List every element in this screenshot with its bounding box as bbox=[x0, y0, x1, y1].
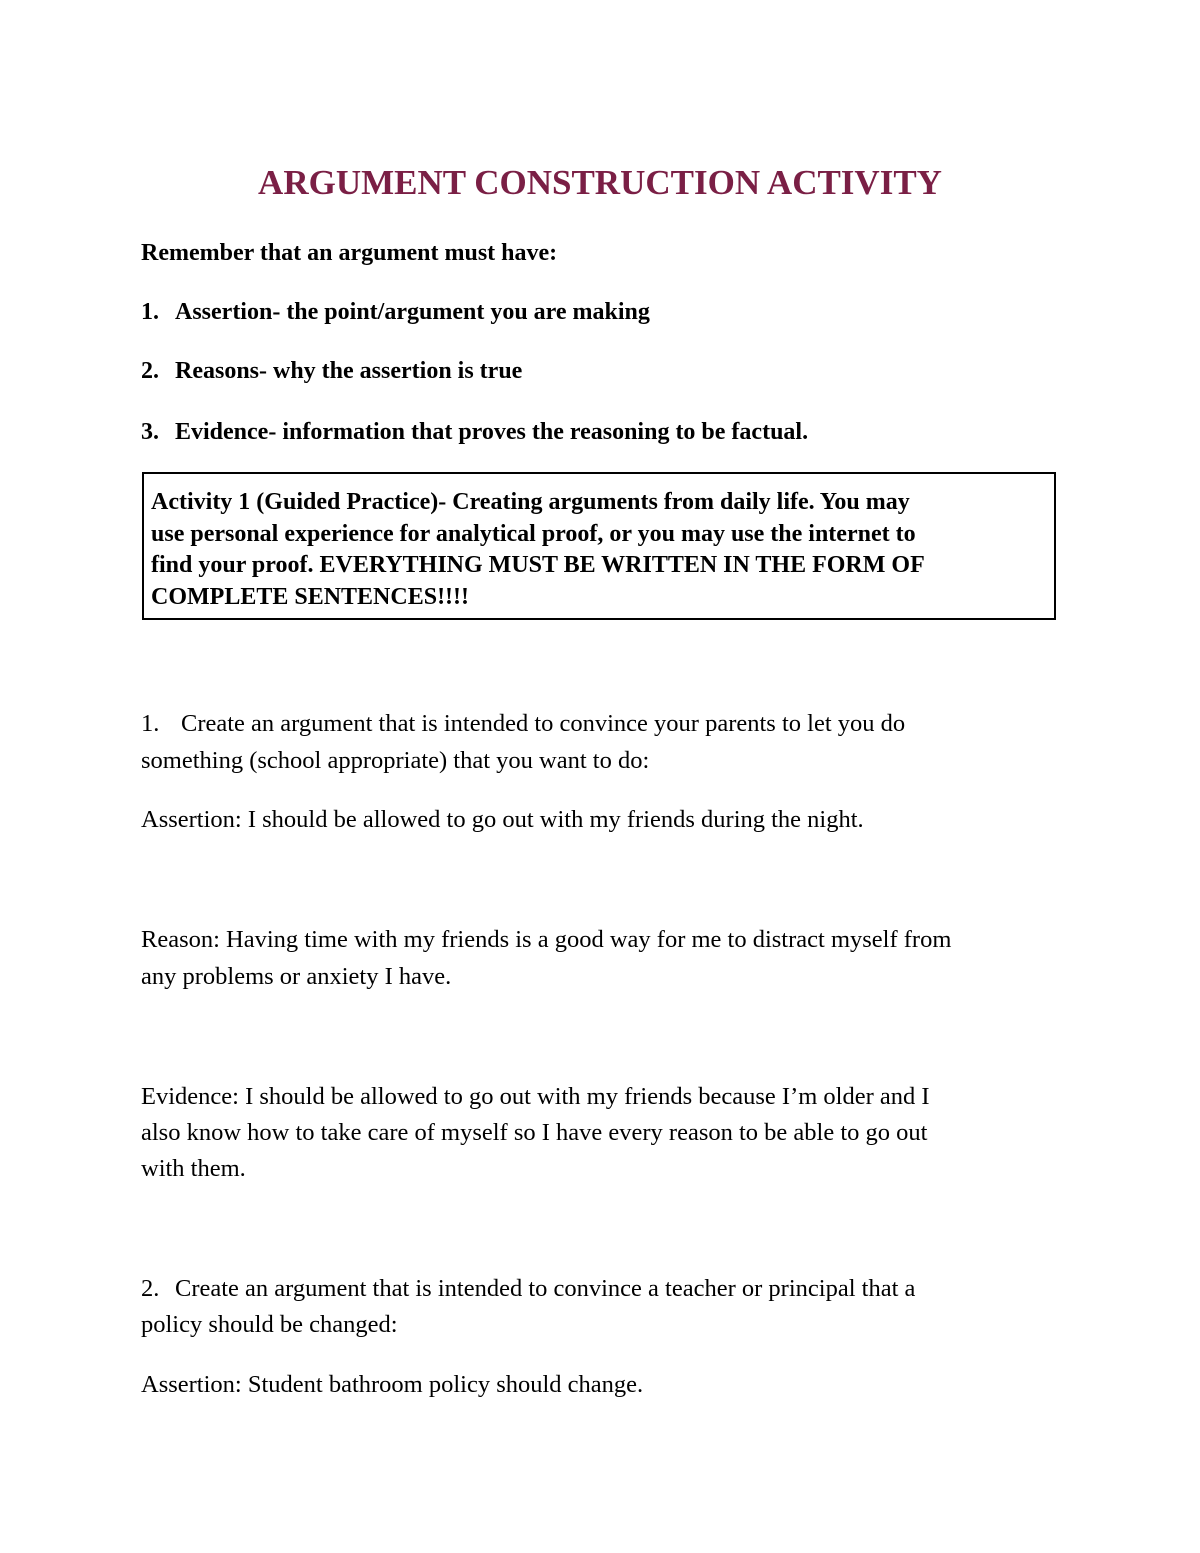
page-title: ARGUMENT CONSTRUCTION ACTIVITY bbox=[258, 163, 942, 202]
activity-box-line: COMPLETE SENTENCES!!!! bbox=[151, 584, 470, 610]
question-number: 1. bbox=[141, 710, 160, 737]
question-1-reason-cont: any problems or anxiety I have. bbox=[141, 963, 452, 990]
requirement-text: Reasons- why the assertion is true bbox=[175, 358, 523, 384]
question-1-evidence-cont: with them. bbox=[141, 1155, 246, 1182]
requirement-item bbox=[141, 358, 522, 385]
question-1-prompt bbox=[141, 710, 905, 738]
question-1-evidence: Evidence: I should be allowed to go out with my friends because I’m older and I bbox=[141, 1083, 930, 1110]
requirement-text: Evidence- information that proves the reasoning to be factual. bbox=[175, 419, 809, 445]
question-text: Create an argument that is intended to convince your parents to let you do bbox=[181, 710, 906, 737]
question-2-prompt-cont: policy should be changed: bbox=[141, 1311, 398, 1338]
requirement-number: 3. bbox=[141, 419, 159, 445]
requirement-number: 1. bbox=[141, 299, 159, 325]
question-2-assertion: Assertion: Student bathroom policy should change. bbox=[141, 1371, 644, 1398]
question-number: 2. bbox=[141, 1275, 160, 1302]
activity-box-line: use personal experience for analytical proof, or you may use the internet to bbox=[151, 521, 916, 547]
activity-box-line: Activity 1 (Guided Practice)- Creating arguments from daily life. You may bbox=[151, 489, 910, 515]
requirement-text: Assertion- the point/argument you are making bbox=[175, 299, 650, 325]
question-text: Create an argument that is intended to convince a teacher or principal that a bbox=[175, 1275, 916, 1302]
activity-box-line: find your proof. EVERYTHING MUST BE WRITTEN IN THE FORM OF bbox=[151, 552, 925, 578]
question-1-evidence-cont: also know how to take care of myself so I have every reason to be able to go out bbox=[141, 1119, 928, 1146]
intro-text: Remember that an argument must have: bbox=[141, 240, 558, 266]
question-1-reason: Reason: Having time with my friends is a good way for me to distract myself from bbox=[141, 926, 952, 953]
requirement-item bbox=[141, 419, 808, 446]
question-2-prompt bbox=[141, 1275, 915, 1303]
requirement-number: 2. bbox=[141, 358, 159, 384]
question-1-prompt-cont: something (school appropriate) that you want to do: bbox=[141, 747, 650, 774]
requirement-item bbox=[141, 299, 650, 326]
question-1-assertion: Assertion: I should be allowed to go out with my friends during the night. bbox=[141, 806, 864, 833]
